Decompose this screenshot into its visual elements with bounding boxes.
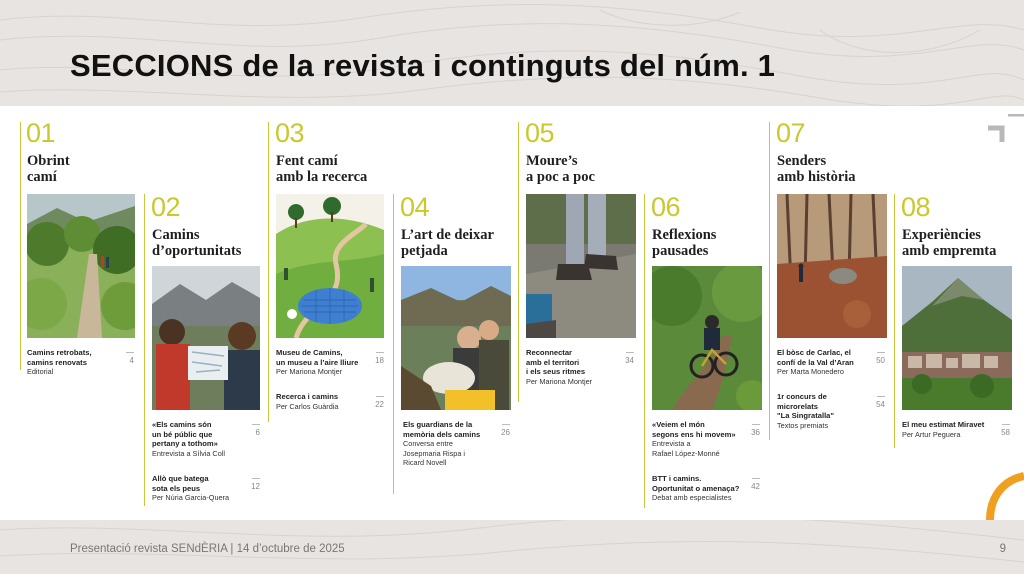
autumn-forest-photo [777, 194, 887, 338]
entry-author: Per Mariona Montjer [276, 367, 343, 376]
orange-arc-decoration [984, 466, 1024, 520]
section-title-08: Experiències amb empremta [902, 227, 997, 259]
section-title-01: Obrint camí [27, 153, 70, 185]
entry-title: «Els camins són un bé públic que pertany a tothom» [152, 420, 218, 448]
entry-author: Entrevista a Rafael López-Monné [652, 439, 720, 458]
section-number-02: 02 [151, 192, 181, 222]
entry-page-number: 12 [244, 482, 260, 491]
entry-page-number: 22 [368, 400, 384, 409]
section-number-07: 07 [776, 118, 806, 148]
entry-author: Per Carlos Guàrdia [276, 401, 339, 411]
entry-author: Entrevista a Sílvia Coll [152, 448, 225, 458]
section-number-06: 06 [651, 192, 681, 222]
entry-title: 1r concurs de microrelats "La Singratalla" [777, 392, 834, 420]
entry-title: El meu estimat Miravet [902, 420, 985, 429]
entry-author: Debat amb especialistes [652, 493, 732, 502]
entry-author: Per Artur Peguera [902, 429, 961, 439]
section-number-01: 01 [26, 118, 56, 148]
entry-author: Per Marta Monedero [777, 367, 844, 376]
entry-author: Textos premiats [777, 420, 829, 430]
section-title-04: L’art de deixar petjada [401, 227, 494, 259]
slide-page-number: 9 [999, 543, 1006, 555]
entry-page-number: 34 [618, 356, 634, 365]
entry-page-number: 42 [744, 482, 760, 491]
entry-title: «Veiem el món segons ens hi movem» [652, 420, 736, 439]
entry-author: Editorial [27, 367, 54, 376]
section-title-03: Fent camí amb la recerca [276, 153, 368, 185]
entry-author: Per Núria Garcia-Quera [152, 493, 230, 502]
entry-page-number: 18 [368, 356, 384, 365]
entry-title: Museu de Camins, un museu a l’aire lliure [276, 348, 359, 367]
entry-page-number: 4 [118, 356, 134, 365]
entry-title: Els guardians de la memòria dels camins [403, 420, 481, 439]
entry-page-number: 6 [244, 428, 260, 437]
village-mountain-photo [902, 266, 1012, 410]
hikers-with-map-photo [152, 266, 260, 410]
entry-title: Reconnectar amb el territori i els seus ritmes [526, 348, 586, 376]
section-number-04: 04 [400, 192, 430, 222]
entry-reconnectar[interactable] [526, 348, 636, 386]
section-number-05: 05 [525, 118, 555, 148]
entry-page-number: 36 [744, 428, 760, 437]
entry-title: El bòsc de Carlac, el confí de la Val d’Aran [777, 348, 854, 367]
section-number-03: 03 [275, 118, 305, 148]
entry-title: Recerca i camins [276, 392, 339, 401]
mountain-biker-photo [652, 266, 762, 410]
entry-page-number: 50 [869, 356, 885, 365]
entry-veiem-el-mon[interactable] [652, 420, 762, 458]
section-title-06: Reflexions pausades [652, 227, 717, 259]
corner-logo-icon [984, 114, 1024, 146]
hiking-boots-photo [526, 194, 636, 338]
footer-text: Presentació revista SENdÈRIA | 14 d’octubre de 2025 [70, 543, 345, 555]
section-number-08: 08 [901, 192, 931, 222]
guardians-photo [401, 266, 511, 410]
museum-illustration [276, 194, 384, 338]
entry-page-number: 26 [494, 428, 510, 437]
entry-title: Allò que batega sota els peus [152, 474, 209, 493]
entry-page-number: 58 [994, 428, 1010, 437]
section-title-02: Camins d’oportunitats [152, 227, 242, 259]
magazine-contents-panel [0, 106, 1024, 520]
entry-title: BTT i camins. Oportunitat o amenaça? [652, 474, 740, 493]
entry-title: Camins retrobats, camins renovats [27, 348, 92, 367]
section-title-07: Senders amb història [777, 153, 856, 185]
mountain-trail-photo [27, 194, 135, 338]
entry-concurs-microrelats[interactable] [777, 392, 887, 430]
entry-page-number: 54 [869, 400, 885, 409]
section-title-05: Moure’s a poc a poc [526, 153, 595, 185]
entry-author: Per Mariona Montjer [526, 376, 593, 386]
entry-interview-silvia-coll[interactable] [152, 420, 262, 458]
entry-author: Conversa entre Josepmaria Rispa i Ricard Novell [403, 439, 466, 467]
slide-title: SECCIONS de la revista i continguts del núm. 1 [70, 48, 776, 83]
